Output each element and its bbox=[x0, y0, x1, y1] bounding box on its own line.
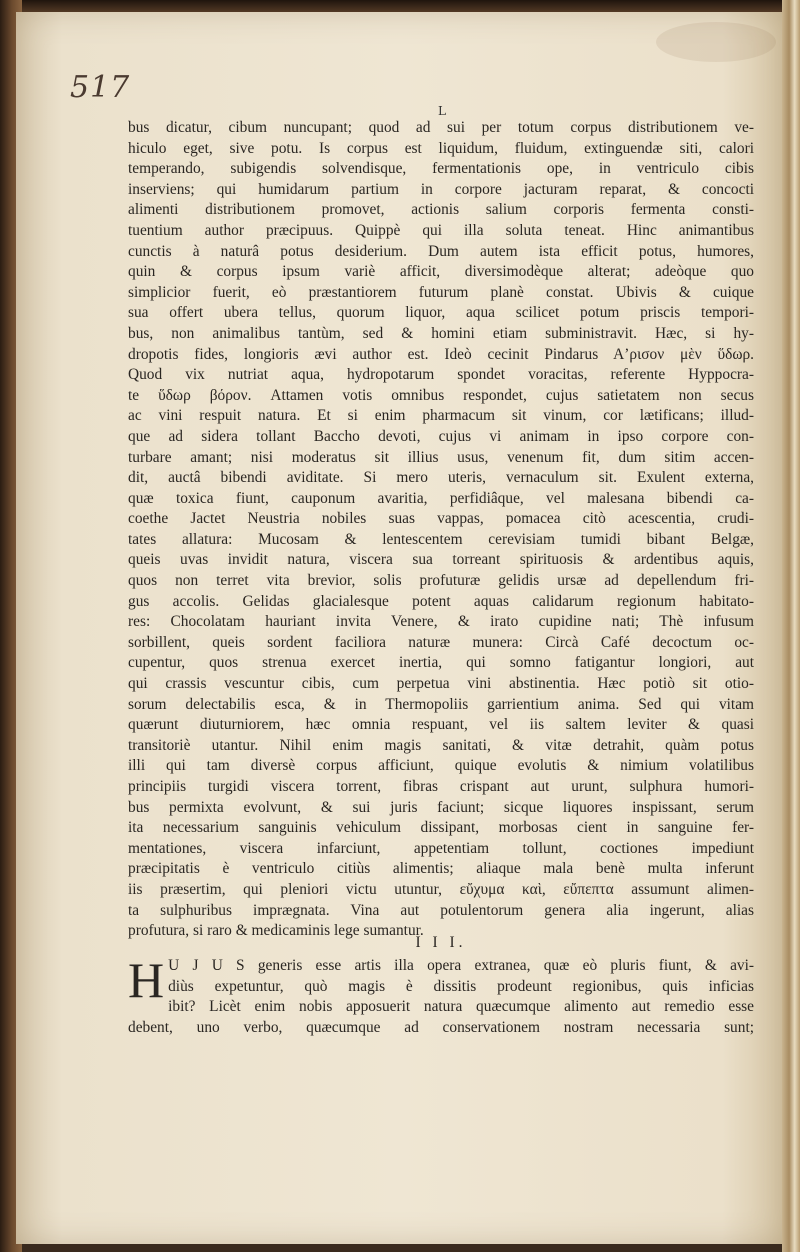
text-line: Quod vix nutriat aqua, hydropotarum spondet voracitas, referente Hyppocra- bbox=[128, 366, 754, 384]
text-line: tuentium author præcipuus. Quippè qui illa soluta teneat. Hinc animantibus bbox=[128, 221, 754, 239]
text-line: quærunt diuturniorem, hæc omnia respuant, vel iis saltem leviter & quasi bbox=[128, 716, 754, 734]
text-line: ta sulphuribus imprægnata. Vina aut potulentorum genera alia ingerunt, alias bbox=[128, 901, 754, 919]
page-edges bbox=[782, 0, 800, 1252]
text-line: dit, auctâ bibendi aviditate. Si mero uteris, vernaculum sit. Exulent externa, bbox=[128, 469, 754, 487]
text-line: debent, uno verbo, quæcumque ad conservationem nostram necessaria sunt; bbox=[128, 1018, 754, 1036]
text-line: inserviens; qui humidarum partium in corpore jacturam reparat, & concocti bbox=[128, 180, 754, 198]
text-line: cunctis à naturâ potus desiderium. Dum autem ista efficit potus, humores, bbox=[128, 242, 754, 260]
text-line: transitoriè utantur. Nihil enim magis sanitati, & vitæ detrahit, quàm potus bbox=[128, 736, 754, 754]
text-line: sorum delectabilis esca, & in Thermopoliis garrientium anima. Sed qui vitam bbox=[128, 695, 754, 713]
text-line: simplicior fuerit, eò præstantiorem futurum planè constat. Ubivis & cuique bbox=[128, 283, 754, 301]
text-line: alimenti distributionem promovet, actionis salium corporis fermenta consti- bbox=[128, 201, 754, 219]
text-line: U J U S generis esse artis illa opera extranea, quæ eò pluris fiunt, & avi- bbox=[168, 957, 754, 974]
drop-cap: H bbox=[128, 952, 165, 1008]
body-text bbox=[128, 118, 754, 942]
text-line: turbare amant; nisi moderatus sit illius usus, venenum fit, dum sitim accen- bbox=[128, 448, 754, 466]
text-line: qui crassis vescuntur cibis, cum perpetua vini abstinentia. Hæc potiò sit otio- bbox=[128, 675, 754, 693]
text-line: te ὕδωρ βόρον. Attamen votis omnibus respondet, cujus satietatem non secus bbox=[128, 386, 754, 404]
text-line: sua offert ubera tellus, quorum liquor, aqua scilicet potum priscis tempori- bbox=[128, 304, 754, 322]
text-line: ibit? Licèt enim nobis apposuerit natura quæcumque alimento aut remedio esse bbox=[168, 998, 754, 1016]
text-line: ac vini respuit natura. Et si enim pharmacum sit vinum, cor lætificans; illud- bbox=[128, 407, 754, 425]
text-line: bus, non animalibus tantùm, sed & homini etiam subministravit. Hæc, si hy- bbox=[128, 324, 754, 342]
handwritten-folio-number: 517 bbox=[70, 70, 131, 105]
text-line: quæ toxica fiunt, cauponum avaritia, perfidiâque, vel malesana bibendi ca- bbox=[128, 489, 754, 507]
text-line: que ad sidera tollant Baccho devoti, cujus vi animam in ipso corpore con- bbox=[128, 427, 754, 445]
section-heading: I I I. bbox=[415, 934, 467, 951]
text-line: principiis turgidi viscera torrent, fibras crispant aut urunt, sulphura humori- bbox=[128, 778, 754, 795]
text-line: iis præsertim, qui pleniori victu utuntur, εὔχυμα καὶ, εὔπεπτα assumunt alimen- bbox=[128, 880, 754, 898]
text-line: queis uvas invidit natura, viscera sua torreant spirituosis & ardentibus aquis, bbox=[128, 551, 754, 569]
text-line: coethe Jactet Neustria nobiles suas vappas, pomacea citò acescentia, crudi- bbox=[128, 510, 754, 528]
section-text bbox=[128, 952, 754, 1038]
text-line: mentationes, viscera infarciunt, appetentiam tollunt, coctiones impediunt bbox=[128, 839, 754, 857]
text-line: cupentur, quos strenua exercet inertia, qui somno fatigantur longiori, aut bbox=[128, 654, 754, 672]
text-line: ita necessarium sanguinis vehiculum dissipant, morbosas cient in sanguine fer- bbox=[128, 819, 754, 837]
text-line: quin & corpus ipsum variè afficit, diversimodèque alterat; adeòque quo bbox=[128, 263, 754, 281]
text-line: quos non terret vita brevior, solis profuturæ gelidis ursæ ad depellendum fri- bbox=[128, 572, 754, 590]
text-line: tates allatura: Mucosam & lentescentem cerevisiam tumidi bibant Belgæ, bbox=[128, 530, 754, 548]
text-line: profutura, si raro & medicaminis lege sumantur. bbox=[128, 922, 424, 940]
text-line: sorbillent, queis sordent faciliora naturæ munera: Circà Café decoctum oc- bbox=[128, 633, 754, 651]
text-line: res: Chocolatam hauriant invita Venere, & irato cupidine nati; Thè infusum bbox=[128, 613, 754, 631]
paper-stain bbox=[656, 22, 776, 62]
text-line: diùs expetuntur, quò magis è dissitis prodeunt regionibus, quis inficias bbox=[168, 977, 754, 995]
text-line: gus accolis. Gelidas glacialesque potent aquas calidarum regionum habitato- bbox=[128, 592, 754, 610]
text-line: illi qui tam diversè corpus afficiunt, quique evolutis & nimium volatilibus bbox=[128, 757, 754, 775]
text-line: hiculo eget, sive potu. Is corpus est liquidum, fluidum, extinguendæ siti, calori bbox=[128, 139, 754, 157]
signature-mark: L bbox=[438, 104, 446, 118]
text-line: bus dicatur, cibum nuncupant; quod ad sui per totum corpus distributionem ve- bbox=[128, 119, 754, 136]
text-line: bus permixta evolvunt, & sui juris faciunt; sicque liquores inspissant, serum bbox=[128, 798, 754, 816]
text-line: dropotis fides, longioris ævi author est. Ideò cecinit Pindarus Aʼρισον μὲν ὕδωρ. bbox=[128, 345, 754, 363]
text-line: præcipitatis è ventriculo citiùs alimentis; aliaque mala benè multa inferunt bbox=[128, 860, 754, 878]
text-line: temperando, subigendis solvendisque, fermentationis ope, in ventriculo cibis bbox=[128, 160, 754, 178]
